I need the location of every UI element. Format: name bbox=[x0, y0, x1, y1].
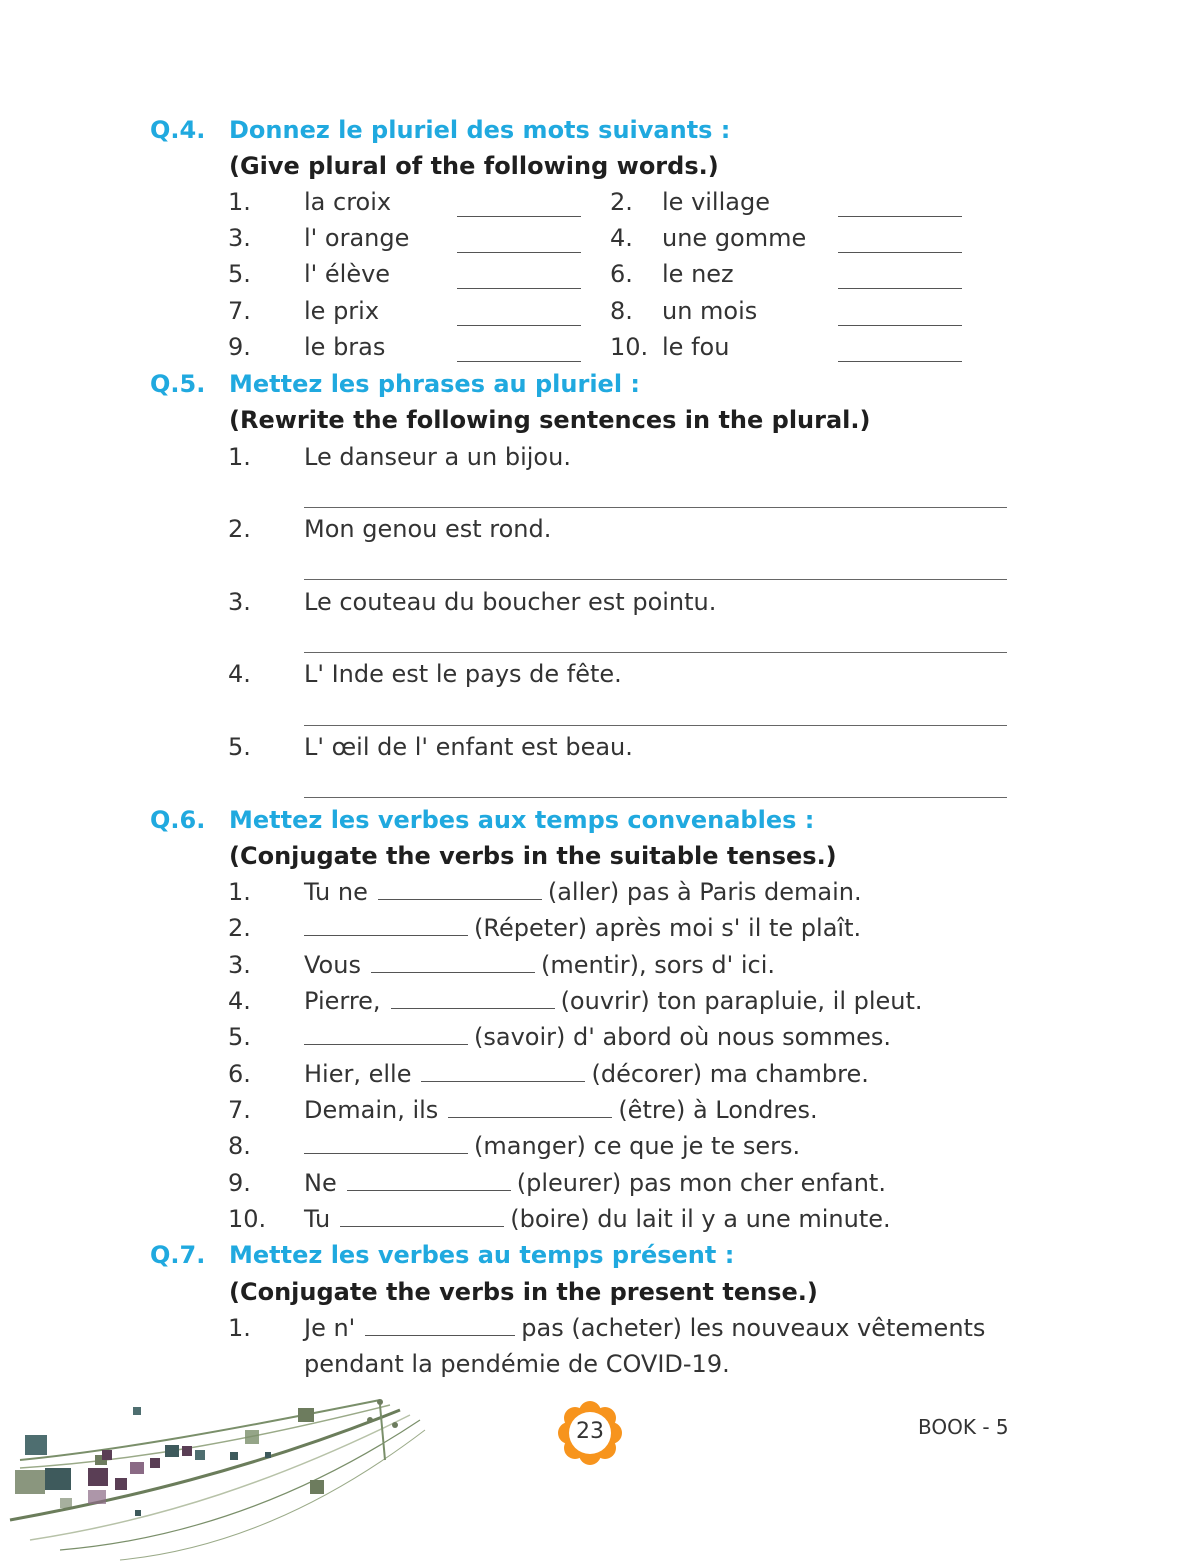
q5-answer-line[interactable] bbox=[304, 579, 1007, 580]
q4-answer-line[interactable] bbox=[838, 288, 962, 289]
q6-number: Q.6. bbox=[150, 806, 206, 834]
q4-answer-line[interactable] bbox=[838, 361, 962, 362]
q4-item-word: une gomme bbox=[662, 224, 807, 252]
q4-answer-line[interactable] bbox=[457, 216, 581, 217]
q4-answer-line[interactable] bbox=[838, 216, 962, 217]
q4-answer-line[interactable] bbox=[457, 288, 581, 289]
q6-item bbox=[304, 1205, 891, 1233]
q6-item bbox=[304, 1023, 891, 1051]
q4-item-num: 3. bbox=[228, 224, 251, 252]
q6-item bbox=[304, 1060, 869, 1088]
q6-blank[interactable] bbox=[421, 1081, 585, 1082]
q5-item-text: Le danseur a un bijou. bbox=[304, 443, 571, 471]
q6-before: Hier, elle bbox=[304, 1060, 412, 1088]
q6-item-num: 5. bbox=[228, 1023, 251, 1051]
q5-item-num: 1. bbox=[228, 443, 251, 471]
q4-answer-line[interactable] bbox=[838, 325, 962, 326]
q7-number: Q.7. bbox=[150, 1241, 206, 1269]
q6-before: Demain, ils bbox=[304, 1096, 439, 1124]
q6-after: (Répeter) après moi s' il te plaît. bbox=[474, 914, 862, 942]
q6-blank[interactable] bbox=[340, 1226, 504, 1227]
q5-item-num: 4. bbox=[228, 660, 251, 688]
q4-answer-line[interactable] bbox=[457, 325, 581, 326]
q4-item-word: le fou bbox=[662, 333, 730, 361]
q5-answer-line[interactable] bbox=[304, 797, 1007, 798]
q6-blank[interactable] bbox=[304, 935, 468, 936]
q6-item-num: 1. bbox=[228, 878, 251, 906]
q6-after: (pleurer) pas mon cher enfant. bbox=[516, 1169, 886, 1197]
q6-item-num: 4. bbox=[228, 987, 251, 1015]
q6-after: (manger) ce que je te sers. bbox=[474, 1132, 801, 1160]
q7-before: Je n' bbox=[304, 1314, 356, 1342]
q4-item-num: 6. bbox=[610, 260, 633, 288]
q6-after: (mentir), sors d' ici. bbox=[540, 951, 776, 979]
q6-item bbox=[304, 1096, 818, 1124]
q4-item-num: 2. bbox=[610, 188, 633, 216]
q6-after: (ouvrir) ton parapluie, il pleut. bbox=[560, 987, 923, 1015]
q6-title: Mettez les verbes aux temps convenables : bbox=[229, 806, 815, 834]
q4-title: Donnez le pluriel des mots suivants : bbox=[229, 116, 731, 144]
q6-after: (boire) du lait il y a une minute. bbox=[510, 1205, 891, 1233]
q4-item-num: 7. bbox=[228, 297, 251, 325]
q4-item-word: le village bbox=[662, 188, 770, 216]
q5-item-text: Le couteau du boucher est pointu. bbox=[304, 588, 717, 616]
q6-before: Vous bbox=[304, 951, 361, 979]
q7-title: Mettez les verbes au temps présent : bbox=[229, 1241, 735, 1269]
q5-answer-line[interactable] bbox=[304, 652, 1007, 653]
q7-item bbox=[304, 1314, 985, 1342]
q5-number: Q.5. bbox=[150, 370, 206, 398]
q6-after: (décorer) ma chambre. bbox=[591, 1060, 869, 1088]
q6-item bbox=[304, 1132, 800, 1160]
q4-answer-line[interactable] bbox=[457, 252, 581, 253]
q7-item-line2: pendant la pendémie de COVID-19. bbox=[304, 1350, 730, 1378]
q6-item-num: 2. bbox=[228, 914, 251, 942]
q5-title: Mettez les phrases au pluriel : bbox=[229, 370, 640, 398]
q6-item bbox=[304, 1169, 886, 1197]
q6-item-num: 9. bbox=[228, 1169, 251, 1197]
q4-item-num: 5. bbox=[228, 260, 251, 288]
q4-item-num: 8. bbox=[610, 297, 633, 325]
q6-before: Tu ne bbox=[304, 878, 368, 906]
q7-subtitle: (Conjugate the verbs in the present tense.) bbox=[229, 1278, 818, 1306]
q5-item-num: 3. bbox=[228, 588, 251, 616]
q5-item-num: 5. bbox=[228, 733, 251, 761]
q6-before: Pierre, bbox=[304, 987, 381, 1015]
q6-after: (savoir) d' abord où nous sommes. bbox=[474, 1023, 891, 1051]
q5-item-text: Mon genou est rond. bbox=[304, 515, 552, 543]
q4-item-word: l' élève bbox=[304, 260, 391, 288]
decorative-swirl-graphic bbox=[0, 1390, 430, 1563]
q6-before: Ne bbox=[304, 1169, 337, 1197]
book-label: BOOK - 5 bbox=[918, 1415, 1009, 1439]
q6-blank[interactable] bbox=[304, 1044, 468, 1045]
q6-after: (aller) pas à Paris demain. bbox=[547, 878, 862, 906]
q4-item-word: le bras bbox=[304, 333, 386, 361]
page-number: 23 bbox=[576, 1419, 604, 1444]
q5-item-text: L' Inde est le pays de fête. bbox=[304, 660, 622, 688]
q6-blank[interactable] bbox=[378, 899, 542, 900]
q6-item bbox=[304, 987, 923, 1015]
q7-after: pas (acheter) les nouveaux vêtements bbox=[521, 1314, 986, 1342]
q4-item-word: le nez bbox=[662, 260, 734, 288]
q4-subtitle: (Give plural of the following words.) bbox=[229, 152, 719, 180]
q6-item bbox=[304, 878, 862, 906]
q7-item-num: 1. bbox=[228, 1314, 251, 1342]
q4-item-num: 1. bbox=[228, 188, 251, 216]
q4-item-word: le prix bbox=[304, 297, 380, 325]
q6-item-num: 3. bbox=[228, 951, 251, 979]
q6-item-num: 8. bbox=[228, 1132, 251, 1160]
q6-blank[interactable] bbox=[391, 1008, 555, 1009]
q6-item-num: 10. bbox=[228, 1205, 267, 1233]
q6-blank[interactable] bbox=[448, 1117, 612, 1118]
q5-subtitle: (Rewrite the following sentences in the plural.) bbox=[229, 406, 871, 434]
q6-item-num: 7. bbox=[228, 1096, 251, 1124]
q4-item-num: 10. bbox=[610, 333, 649, 361]
q4-item-word: un mois bbox=[662, 297, 758, 325]
q7-blank[interactable] bbox=[365, 1335, 515, 1336]
q4-answer-line[interactable] bbox=[838, 252, 962, 253]
q6-before: Tu bbox=[304, 1205, 331, 1233]
q4-item-num: 4. bbox=[610, 224, 633, 252]
q5-answer-line[interactable] bbox=[304, 507, 1007, 508]
q5-item-num: 2. bbox=[228, 515, 251, 543]
q4-answer-line[interactable] bbox=[457, 361, 581, 362]
q4-item-word: la croix bbox=[304, 188, 392, 216]
q4-item-word: l' orange bbox=[304, 224, 410, 252]
q5-item-text: L' œil de l' enfant est beau. bbox=[304, 733, 633, 761]
q6-item bbox=[304, 951, 775, 979]
page-number-badge bbox=[557, 1400, 623, 1466]
q6-blank[interactable] bbox=[371, 972, 535, 973]
q4-number: Q.4. bbox=[150, 116, 206, 144]
q6-subtitle: (Conjugate the verbs in the suitable tenses.) bbox=[229, 842, 837, 870]
q6-item bbox=[304, 914, 861, 942]
q6-after: (être) à Londres. bbox=[618, 1096, 818, 1124]
q4-item-num: 9. bbox=[228, 333, 251, 361]
q6-item-num: 6. bbox=[228, 1060, 251, 1088]
q5-answer-line[interactable] bbox=[304, 725, 1007, 726]
q6-blank[interactable] bbox=[304, 1153, 468, 1154]
q6-blank[interactable] bbox=[347, 1190, 511, 1191]
